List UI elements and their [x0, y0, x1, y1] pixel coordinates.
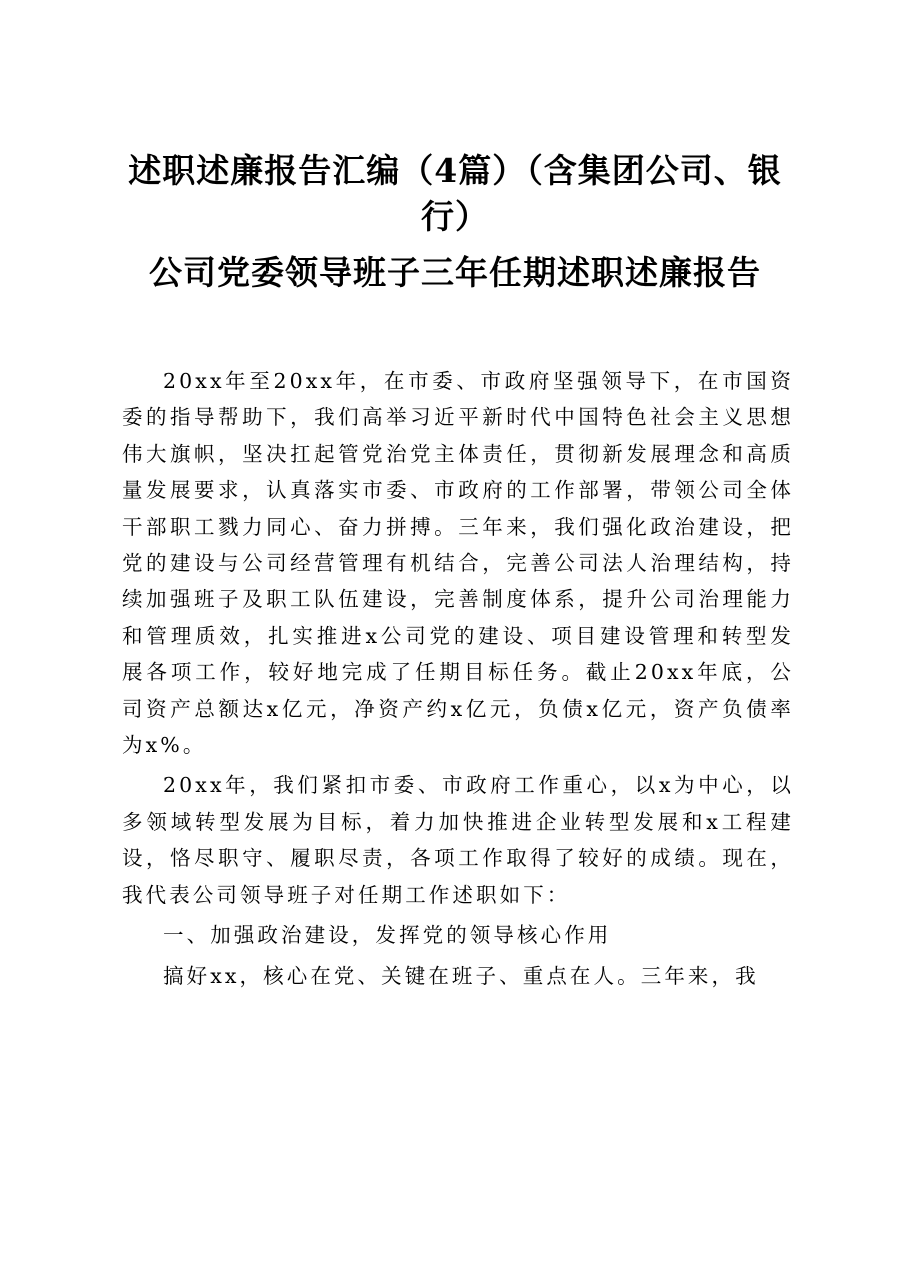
paragraph-overview: 20xx年，我们紧扣市委、市政府工作重心，以x为中心，以多领域转型发展为目标，着力加快推进企业转型发展和x工程建设，恪尽职守、履职尽责，各项工作取得了较好的成绩。现在，我代表公司领导班子对任期工作述职如下：	[122, 773, 794, 907]
section-heading: 一、加强政治建设，发挥党的领导核心作用	[163, 923, 612, 948]
report-title: 公司党委领导班子三年任期述职述廉报告	[149, 253, 761, 292]
paragraph-intro: 20xx年至20xx年，在市委、市政府坚强领导下，在市国资委的指导帮助下，我们高举习近平新时代中国特色社会主义思想伟大旗帜，坚决扛起管党治党主体责任，贯彻新发展理念和高质量发展要求，认真落实市委、市政府的工作部署，带领公司全体干部职工戮力同心、奋力拼搏。三年来，我们强化政治建设，把党的建设与公司经营管理有机结合，完善公司法人治理结构，持续加强班子及职工队伍建设，完善制度体系，提升公司治理能力和管理质效，扎实推进x公司党的建设、项目建设管理和转型发展各项工作，较好地完成了任期目标任务。截止20xx年底，公司资产总额达x亿元，净资产约x亿元，负债x亿元，资产负债率为x%。	[122, 369, 794, 758]
report-body	[122, 363, 794, 998]
document-title: 述职述廉报告汇编（4篇）（含集团公司、银行）	[128, 151, 782, 236]
paragraph-section-start: 搞好xx，核心在党、关键在班子、重点在人。三年来，我	[163, 963, 759, 988]
